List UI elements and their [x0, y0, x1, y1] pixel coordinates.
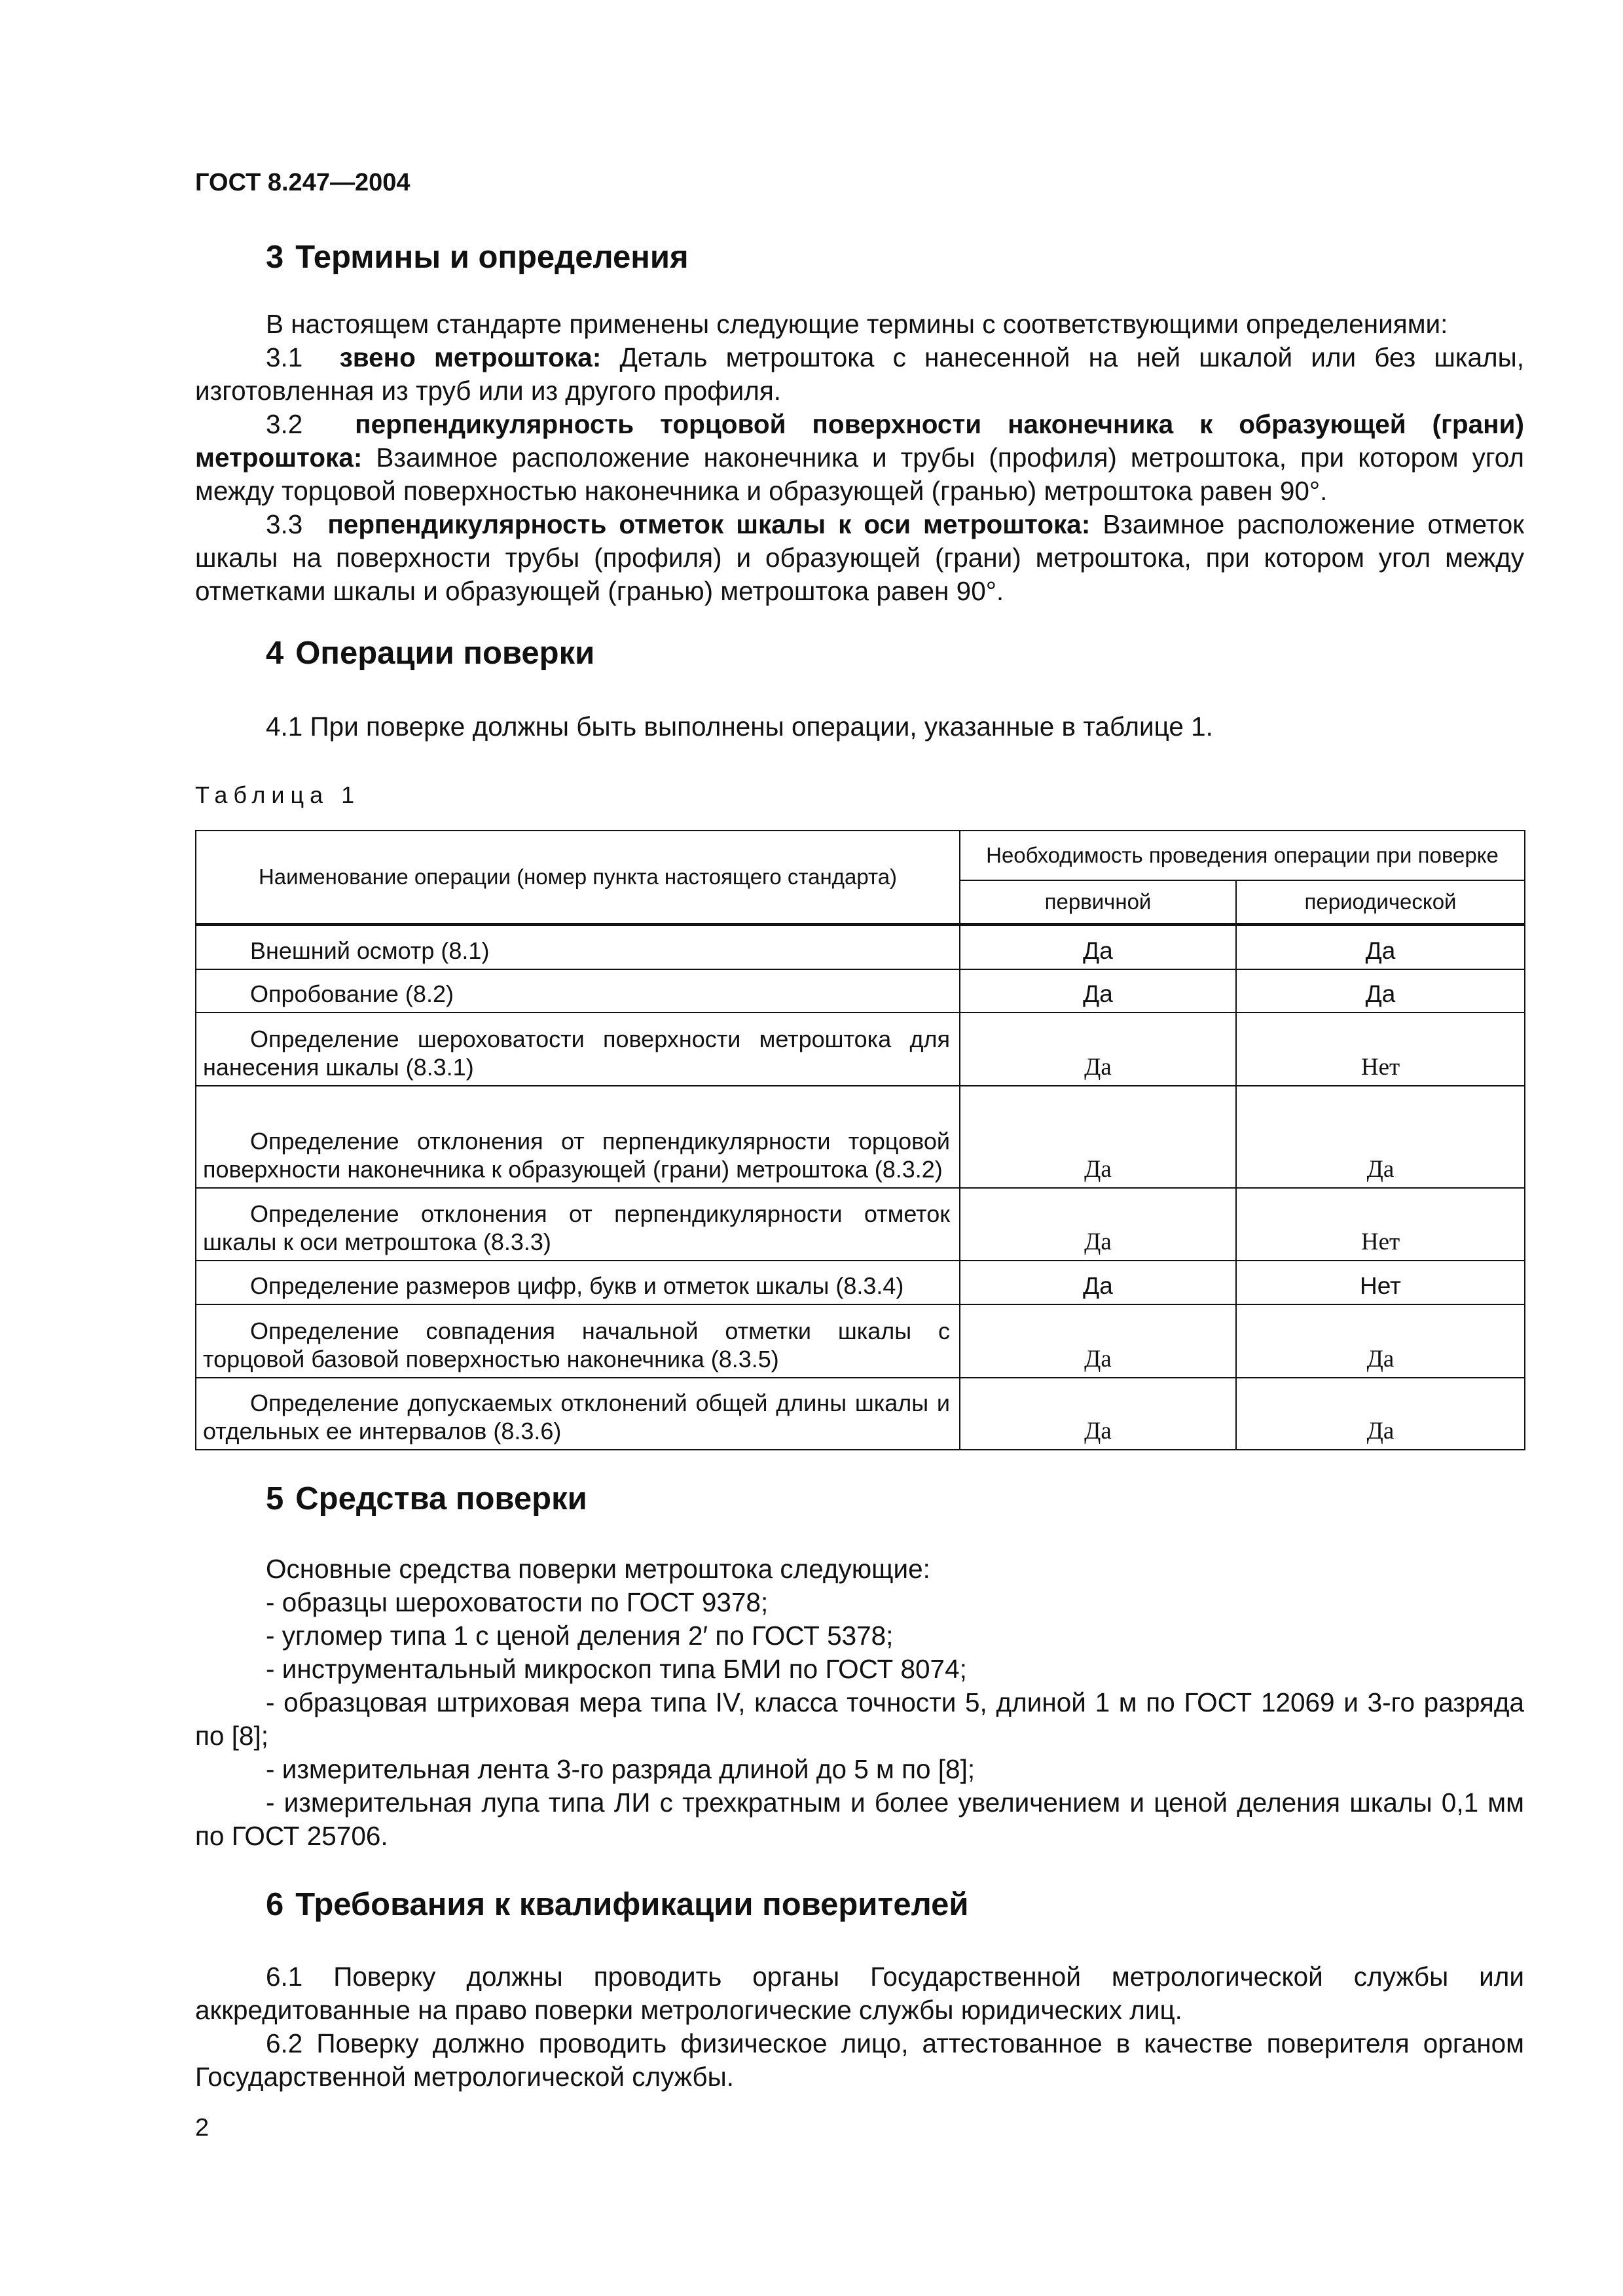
- operation-name: Определение совпадения начальной отметки шкалы с торцовой базовой поверхностью наконечника (8.3.5): [196, 1304, 960, 1378]
- section-6-title: [266, 1886, 969, 1923]
- term-3-1: [195, 341, 1524, 408]
- section-3-intro: В настоящем стандарте применены следующие термины с соответствующими определениями:: [266, 309, 1448, 339]
- qualification-item: 6.1 Поверку должны проводить органы Государственной метрологической службы или аккредитованные на право поверки метрологические службы юридических лиц.: [195, 1962, 1524, 2025]
- col-header-periodic: периодической: [1236, 880, 1525, 925]
- tool-item: - образцы шероховатости по ГОСТ 9378;: [266, 1587, 769, 1617]
- primary-value: Да: [960, 969, 1236, 1013]
- primary-value: Да: [960, 1188, 1236, 1261]
- tool-item: - образцовая штриховая мера типа IV, класса точности 5, длиной 1 м по ГОСТ 12069 и 3-го разряда по [8];: [195, 1687, 1524, 1751]
- periodic-value: Нет: [1236, 1013, 1525, 1086]
- table-caption: Таблица 1: [195, 781, 361, 808]
- table-row: [196, 969, 1525, 1013]
- page-number: 2: [195, 2114, 210, 2142]
- periodic-value: Да: [1236, 969, 1525, 1013]
- section-title-text: Требования к квалификации поверителей: [295, 1887, 969, 1922]
- document-code: ГОСТ 8.247—2004: [195, 169, 410, 196]
- section-4-para: 4.1 При поверке должны быть выполнены операции, указанные в таблице 1.: [266, 711, 1213, 742]
- section-title-text: Операции поверки: [295, 636, 595, 671]
- table-row: [196, 1188, 1525, 1261]
- periodic-value: Да: [1236, 1378, 1525, 1450]
- definition: Взаимное расположение отметок шкалы на поверхности трубы (профиля) и образующей (грани) метроштока, при котором угол между отметками шкалы и образующей (гранью) метроштока равен 90°.: [195, 509, 1525, 606]
- term-3-3: [195, 508, 1524, 608]
- section-5-intro: Основные средства поверки метроштока следующие:: [266, 1554, 930, 1584]
- col-header-group: Необходимость проведения операции при поверке: [960, 831, 1525, 880]
- primary-value: Да: [960, 1378, 1236, 1450]
- tool-item: - измерительная лупа типа ЛИ с трехкратным и более увеличением и ценой деления шкалы 0,1 мм по ГОСТ 25706.: [195, 1787, 1524, 1851]
- section-number: 4: [266, 636, 284, 671]
- definition: Взаимное расположение наконечника и трубы (профиля) метроштока, при котором угол между торцовой поверхностью наконечника и образующей (гранью) метроштока равен 90°.: [195, 442, 1524, 506]
- operation-name: Определение шероховатости поверхности метроштока для нанесения шкалы (8.3.1): [196, 1013, 960, 1086]
- section-title-text: Термины и определения: [295, 240, 689, 275]
- qualification-item: 6.2 Поверку должно проводить физическое лицо, аттестованное в качестве поверителя органом Государственной метрологической службы.: [195, 2028, 1524, 2092]
- section-number: 3: [266, 240, 284, 275]
- col-header-primary: первичной: [960, 880, 1236, 925]
- operation-name: Опробование (8.2): [196, 969, 960, 1013]
- operation-name: Определение отклонения от перпендикулярности отметок шкалы к оси метроштока (8.3.3): [196, 1188, 960, 1261]
- tool-item: - инструментальный микроскоп типа БМИ по ГОСТ 8074;: [266, 1654, 967, 1684]
- definition: Деталь метроштока с нанесенной на ней шкалой или без шкалы, изготовленная из труб или из другого профиля.: [195, 342, 1524, 406]
- table-row: [196, 1013, 1525, 1086]
- primary-value: Да: [960, 1013, 1236, 1086]
- operation-name: Внешний осмотр (8.1): [196, 925, 960, 969]
- tool-item: - измерительная лента 3-го разряда длиной до 5 м по [8];: [266, 1754, 976, 1784]
- table-row: [196, 1261, 1525, 1304]
- primary-value: Да: [960, 1261, 1236, 1304]
- operation-name: Определение допускаемых отклонений общей длины шкалы и отдельных ее интервалов (8.3.6): [196, 1378, 960, 1450]
- primary-value: Да: [960, 1304, 1236, 1378]
- col-header-name: Наименование операции (номер пункта настоящего стандарта): [196, 831, 960, 925]
- term-3-2: [195, 408, 1524, 508]
- periodic-value: Нет: [1236, 1188, 1525, 1261]
- section-number: 5: [266, 1481, 284, 1516]
- periodic-value: Да: [1236, 1086, 1525, 1188]
- section-number: 6: [266, 1887, 284, 1922]
- section-title-text: Средства поверки: [295, 1481, 587, 1516]
- term: звено метроштока:: [339, 342, 602, 372]
- item-number: 3.1: [266, 342, 303, 372]
- section-4-title: [266, 635, 594, 672]
- table-row: [196, 1086, 1525, 1188]
- primary-value: Да: [960, 925, 1236, 969]
- tool-item: - угломер типа 1 с ценой деления 2′ по ГОСТ 5378;: [266, 1621, 894, 1651]
- primary-value: Да: [960, 1086, 1236, 1188]
- item-number: 3.2: [266, 409, 303, 439]
- table-row: [196, 1304, 1525, 1378]
- operations-table: [195, 830, 1525, 1450]
- periodic-value: Да: [1236, 1304, 1525, 1378]
- operation-name: Определение размеров цифр, букв и отметок шкалы (8.3.4): [196, 1261, 960, 1304]
- operation-name: Определение отклонения от перпендикулярности торцовой поверхности наконечника к образующей (грани) метроштока (8.3.2): [196, 1086, 960, 1188]
- table-row: [196, 1378, 1525, 1450]
- periodic-value: Да: [1236, 925, 1525, 969]
- section-5-title: [266, 1480, 587, 1517]
- section-3-title: [266, 239, 689, 276]
- periodic-value: Нет: [1236, 1261, 1525, 1304]
- table-row: [196, 925, 1525, 969]
- term: перпендикулярность отметок шкалы к оси метроштока:: [327, 509, 1091, 539]
- term: перпендикулярность торцовой поверхности наконечника к образующей (грани) метроштока:: [195, 409, 1524, 473]
- item-number: 3.3: [266, 509, 303, 539]
